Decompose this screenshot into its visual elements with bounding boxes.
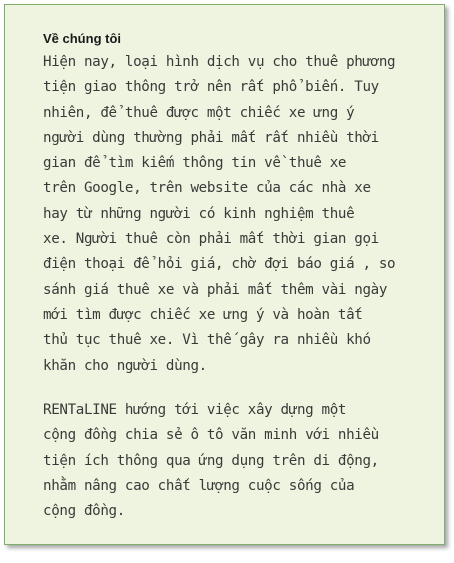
- about-paragraph-problem: Hiện nay, loại hình dịch vụ cho thuê phương tiện giao thông trở nên rất phổ biến. Tuy nhiên, để thuê được một chiếc xe ưng ý người dùng thường phải mất rất nhiều thời gian để tìm kiếm thông tin về thuê xe trên Google, trên website của các nhà xe hay từ những người có kinh nghiệm thuê xe. Người thuê còn phải mất thời gian gọi điện thoại để hỏi giá, chờ đợi báo giá , so sánh giá thuê xe và phải mất thêm vài ngày mới tìm được chiếc xe ưng ý và hoàn tất thủ tục thuê xe. Vì thế gây ra nhiều khó khăn cho người dùng.: [43, 54, 396, 374]
- about-us-heading: Về chúng tôi: [43, 31, 121, 46]
- about-us-card: [4, 4, 445, 545]
- about-paragraph-mission: RENTaLINE hướng tới việc xây dựng một cộng đồng chia sẻ ô tô văn minh với nhiều tiện ích thông qua ứng dụng trên di động, nhằm nâng cao chất lượng cuộc sống của cộng đồng.: [43, 402, 379, 520]
